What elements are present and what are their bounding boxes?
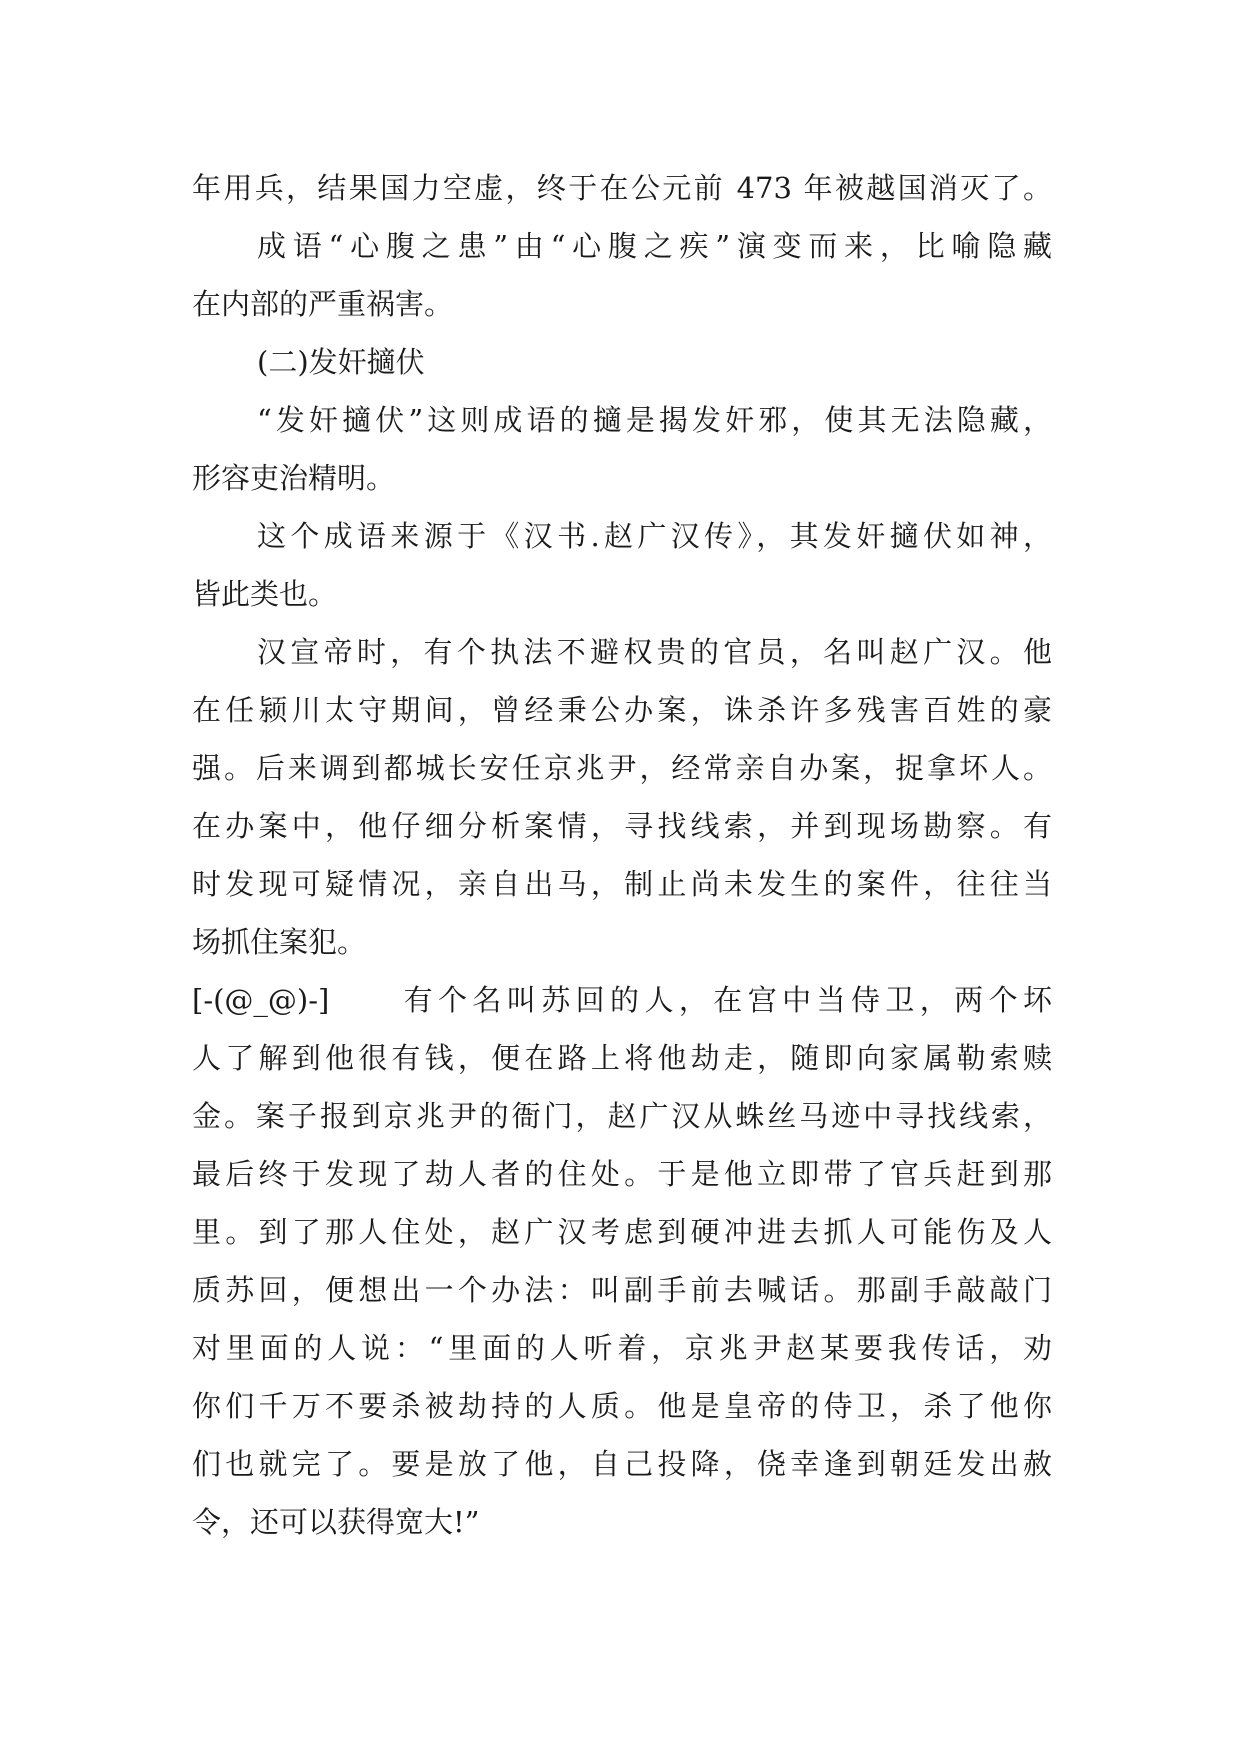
text-line: 形容吏治精明。 bbox=[192, 461, 396, 495]
text-line: 最后终于发现了劫人者的住处。于是他立即带了官兵赶到那 bbox=[192, 1157, 1052, 1191]
text-line: 时发现可疑情况，亲自出马，制止尚未发生的案件，往往当 bbox=[192, 867, 1052, 901]
text-line: 对里面的人说：“里面的人听着，京兆尹赵某要我传话，劝 bbox=[192, 1331, 1052, 1365]
text-line: [-(@_@)-] 有个名叫苏回的人，在宫中当侍卫，两个坏 bbox=[192, 983, 1052, 1017]
text-line: 里。到了那人住处，赵广汉考虑到硬冲进去抓人可能伤及人 bbox=[192, 1215, 1052, 1249]
text-line: 在内部的严重祸害。 bbox=[192, 287, 454, 321]
section-heading: (二)发奸擿伏 bbox=[257, 345, 425, 379]
text-line: 成语“心腹之患”由“心腹之疾”演变而来，比喻隐藏 bbox=[257, 229, 1052, 263]
text-line: 人了解到他很有钱，便在路上将他劫走，随即向家属勒索赎 bbox=[192, 1041, 1052, 1075]
text-line: 令，还可以获得宽大!” bbox=[192, 1505, 480, 1539]
text-line: 们也就完了。要是放了他，自己投降，侥幸逢到朝廷发出赦 bbox=[192, 1447, 1052, 1481]
text-line: 在任颍川太守期间，曾经秉公办案，诛杀许多残害百姓的豪 bbox=[192, 693, 1052, 727]
text-line: 这个成语来源于《汉书.赵广汉传》，其发奸擿伏如神， bbox=[257, 519, 1052, 553]
text-line: 场抓住案犯。 bbox=[192, 925, 367, 959]
text-line: 年用兵，结果国力空虚，终于在公元前 473 年被越国消灭了。 bbox=[192, 171, 1052, 205]
text-line: 汉宣帝时，有个执法不避权贵的官员，名叫赵广汉。他 bbox=[257, 635, 1052, 669]
text-line: “发奸擿伏”这则成语的擿是揭发奸邪，使其无法隐藏， bbox=[257, 403, 1052, 437]
text-line: 皆此类也。 bbox=[192, 577, 338, 611]
text-line: 强。后来调到都城长安任京兆尹，经常亲自办案，捉拿坏人。 bbox=[192, 751, 1052, 785]
text-line: 你们千万不要杀被劫持的人质。他是皇帝的侍卫，杀了他你 bbox=[192, 1389, 1052, 1423]
text-line: 质苏回，便想出一个办法：叫副手前去喊话。那副手敲敲门 bbox=[192, 1273, 1052, 1307]
text-line: 金。案子报到京兆尹的衙门，赵广汉从蛛丝马迹中寻找线索， bbox=[192, 1099, 1052, 1133]
text-line: 在办案中，他仔细分析案情，寻找线索，并到现场勘察。有 bbox=[192, 809, 1052, 843]
